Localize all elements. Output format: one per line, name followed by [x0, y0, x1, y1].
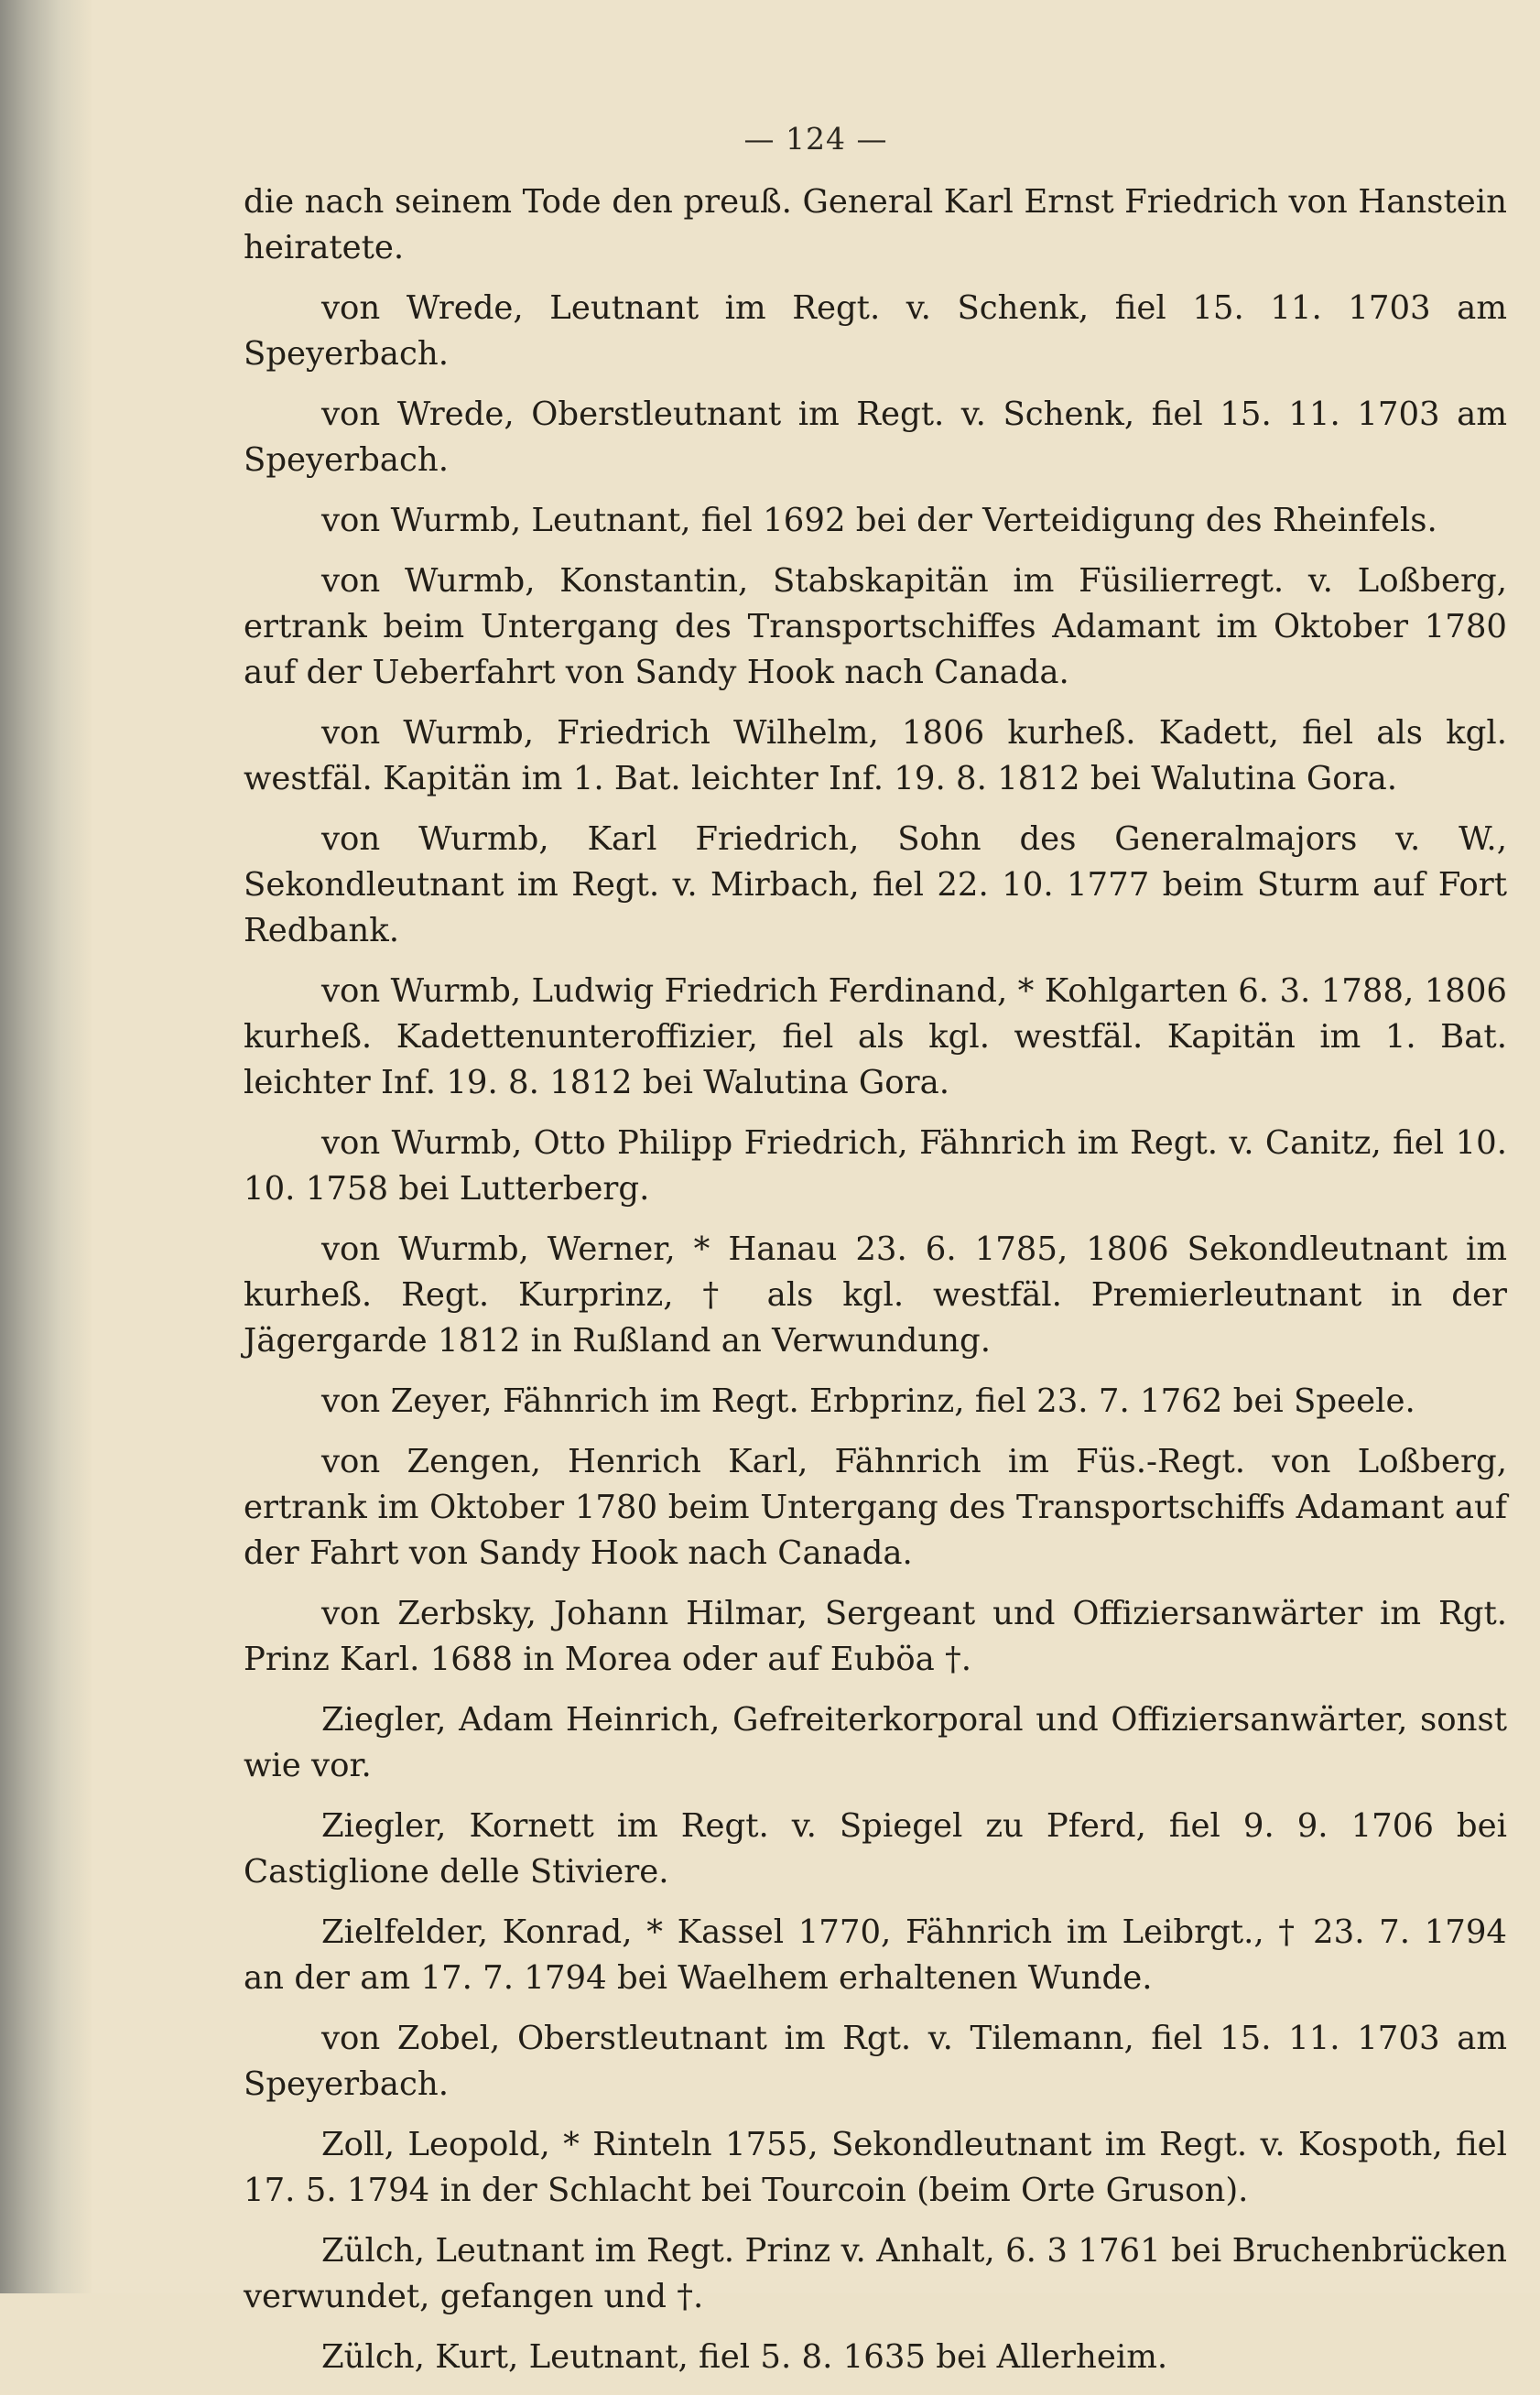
book-page [92, 0, 1540, 2376]
entry-ziegler-adam: Ziegler, Adam Heinrich, Gefreiterkorporal und Offiziersanwärter, sonst wie vor. [244, 1701, 1507, 1784]
entry-wurmb-werner: von Wurmb, Werner, * Hanau 23. 6. 1785, 1806 Sekondleutnant im kurheß. Regt. Kurprinz, † als kgl. westfäl. Premierleutnant in der Jägergarde 1812 in Rußland an Verwundung. [244, 1230, 1507, 1360]
page-number: — 124 — [743, 121, 888, 157]
entry-wurmb-karl-friedrich: von Wurmb, Karl Friedrich, Sohn des Generalmajors v. W., Sekondleutnant im Regt. v. Mirbach, fiel 22. 10. 1777 beim Sturm auf Fort Redbank. [244, 820, 1507, 949]
entry-zobel: von Zobel, Oberstleutnant im Rgt. v. Tilemann, fiel 15. 11. 1703 am Speyerbach. [244, 2020, 1507, 2103]
entry-wurmb-leutnant: von Wurmb, Leutnant, fiel 1692 bei der Verteidigung des Rheinfels. [321, 502, 1437, 539]
entry-zerbsky: von Zerbsky, Johann Hilmar, Sergeant und Offiziersanwärter im Rgt. Prinz Karl. 1688 in Morea oder auf Euböa †. [244, 1595, 1507, 1678]
entries-list [244, 179, 1507, 2395]
entry-zielfelder: Zielfelder, Konrad, * Kassel 1770, Fähnrich im Leibrgt., † 23. 7. 1794 an der am 17. 7. 1794 bei Waelhem erhaltenen Wunde. [244, 1913, 1507, 1997]
entry-zuelch-kurt: Zülch, Kurt, Leutnant, fiel 5. 8. 1635 bei Allerheim. [321, 2338, 1168, 2376]
entry-zuelch-leutnant: Zülch, Leutnant im Regt. Prinz v. Anhalt, 6. 3 1761 bei Bruchenbrücken verwundet, gefangen und †. [244, 2232, 1507, 2315]
entry-wurmb-ludwig: von Wurmb, Ludwig Friedrich Ferdinand, * Kohlgarten 6. 3. 1788, 1806 kurheß. Kadettenunteroffizier, fiel als kgl. westfäl. Kapitän im 1. Bat. leichter Inf. 19. 8. 1812 bei Walutina Gora. [244, 972, 1507, 1101]
entry-wrede-leutnant: von Wrede, Leutnant im Regt. v. Schenk, fiel 15. 11. 1703 am Speyerbach. [244, 289, 1507, 373]
entry-zeyer: von Zeyer, Fähnrich im Regt. Erbprinz, fiel 23. 7. 1762 bei Speele. [321, 1382, 1415, 1420]
entry-continuation: die nach seinem Tode den preuß. General Karl Ernst Friedrich von Hanstein heiratete. [244, 183, 1507, 266]
entry-wurmb-friedrich-wilhelm: von Wurmb, Friedrich Wilhelm, 1806 kurheß. Kadett, fiel als kgl. westfäl. Kapitän im 1. Bat. leichter Inf. 19. 8. 1812 bei Walutina Gora. [244, 714, 1507, 797]
entry-wrede-oberstleutnant: von Wrede, Oberstleutnant im Regt. v. Schenk, fiel 15. 11. 1703 am Speyerbach. [244, 396, 1507, 479]
entry-wurmb-konstantin: von Wurmb, Konstantin, Stabskapitän im Füsilierregt. v. Loßberg, ertrank beim Untergang des Transportschiffes Adamant im Oktober 1780 auf der Ueberfahrt von Sandy Hook nach Canada. [244, 562, 1507, 691]
entry-ziegler-kornett: Ziegler, Kornett im Regt. v. Spiegel zu Pferd, fiel 9. 9. 1706 bei Castiglione delle Stiviere. [244, 1807, 1507, 1891]
entry-zoll: Zoll, Leopold, * Rinteln 1755, Sekondleutnant im Regt. v. Kospoth, fiel 17. 5. 1794 in der Schlacht bei Tourcoin (beim Orte Gruson). [244, 2126, 1507, 2209]
entry-wurmb-otto-philipp: von Wurmb, Otto Philipp Friedrich, Fähnrich im Regt. v. Canitz, fiel 10. 10. 1758 bei Lutterberg. [244, 1124, 1507, 1208]
entry-zengen: von Zengen, Henrich Karl, Fähnrich im Füs.-Regt. von Loßberg, ertrank im Oktober 1780 beim Untergang des Transportschiffs Adamant auf der Fahrt von Sandy Hook nach Canada. [244, 1443, 1507, 1572]
book-binding-shadow [0, 0, 92, 2293]
